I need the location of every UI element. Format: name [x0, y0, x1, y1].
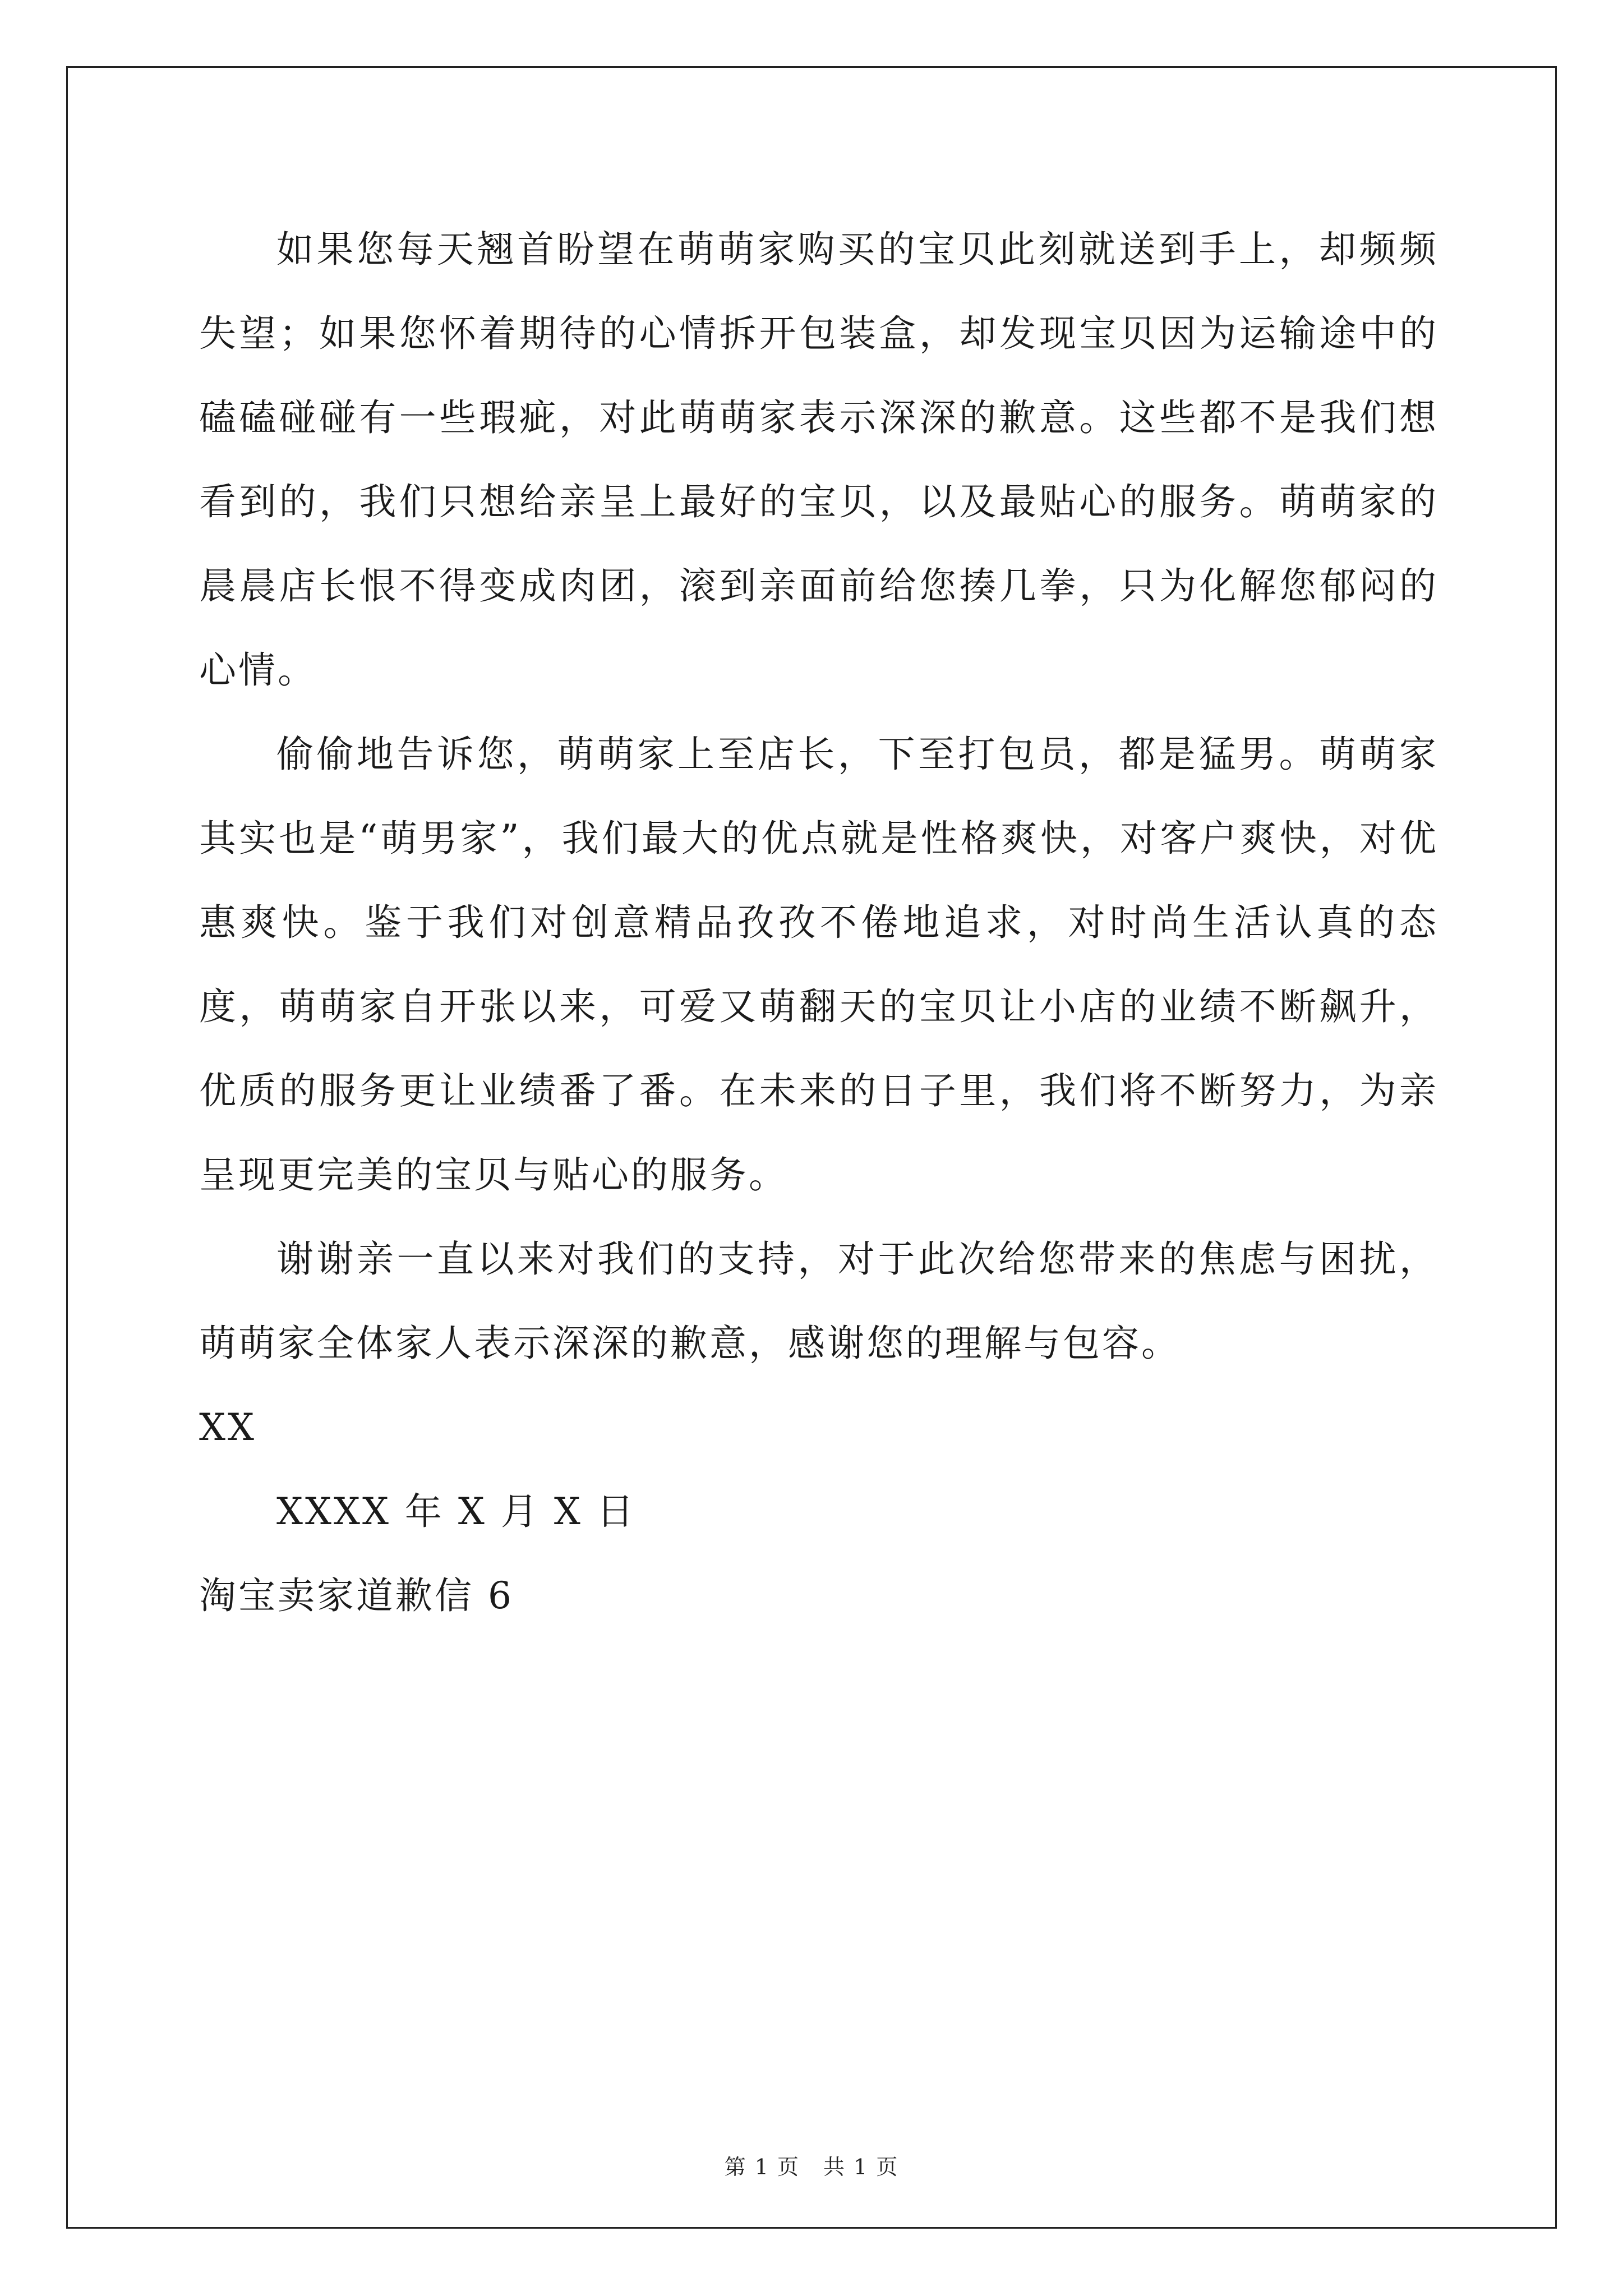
paragraph-2: 偷偷地告诉您，萌萌家上至店长，下至打包员，都是猛男。萌萌家其实也是“萌男家”，我们最大的优点就是性格爽快，对客户爽快，对优惠爽快。鉴于我们对创意精品孜孜不倦地追求，对时尚生活认真的态度，萌萌家自开张以来，可爱又萌翻天的宝贝让小店的业绩不断飙升，优质的服务更让业绩番了番。在未来的日子里，我们将不断努力，为亲呈现更完美的宝贝与贴心的服务。: [199, 733, 1438, 1197]
page-number-total: 共 1 页: [823, 2155, 899, 2179]
date-line: XXXX 年 X 月 X 日: [276, 1490, 636, 1533]
page-number-current: 第 1 页: [724, 2155, 800, 2179]
document-body: [199, 208, 1438, 1638]
page-footer: [0, 2153, 1623, 2181]
next-letter-title: 淘宝卖家道歉信 6: [199, 1574, 514, 1617]
paragraph-3: 谢谢亲一直以来对我们的支持，对于此次给您带来的焦虑与困扰，萌萌家全体家人表示深深的歉意，感谢您的理解与包容。: [199, 1237, 1438, 1365]
paragraph-1: 如果您每天翘首盼望在萌萌家购买的宝贝此刻就送到手上，却频频失望；如果您怀着期待的心情拆开包装盒，却发现宝贝因为运输途中的磕磕碰碰有一些瑕疵，对此萌萌家表示深深的歉意。这些都不是我们想看到的，我们只想给亲呈上最好的宝贝，以及最贴心的服务。萌萌家的晨晨店长恨不得变成肉团，滚到亲面前给您揍几拳，只为化解您郁闷的心情。: [199, 228, 1438, 692]
signature: XX: [199, 1406, 256, 1449]
